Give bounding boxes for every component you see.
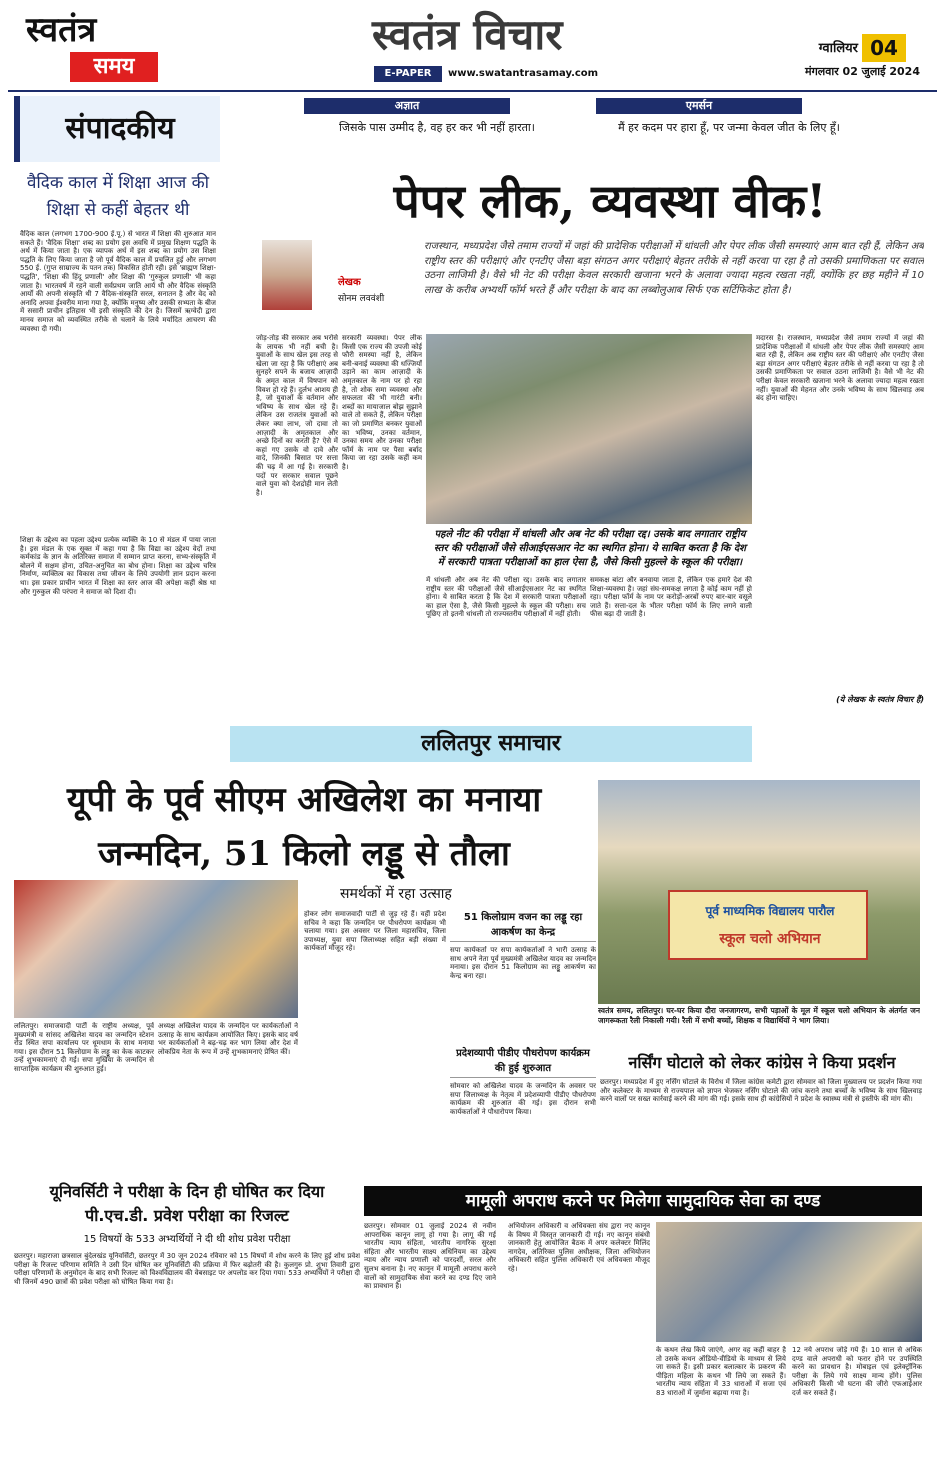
logo[interactable] xyxy=(12,8,162,86)
logo-bottom-text: समय xyxy=(70,52,158,82)
quote-box-1 xyxy=(304,98,566,158)
community-column-2: अभियोजन अधिकारी व अधिवक्ता संघ द्वारा नए कानून के विषय में विस्तृत जानकारी दी गई। नए कानून संबंधी जानकारी हेतु आयोजित बैठक में अपर कलेक्टर मिलिंद नागदेव, अतिरिक्त पुलिस अधीक्षक, जिला अभियोजन अधिकारी सहित पुलिस अधिकारी एवं अधिवक्ता मौजूद रहे। xyxy=(508,1222,650,1273)
community-column-1: छतरपुर। सोमवार 01 जुलाई 2024 से नवीन आपराधिक कानून लागू हो गया है। लागू की गई भारतीय न्याय संहिता, भारतीय नागरिक सुरक्षा संहिता और भारतीय साक्ष्य अधिनियम का उद्देश्य न्याय और न्याय प्रणाली को पारदर्शी, सरल और सुलभ बनाना है। नए कानून में मामूली अपराध करने वालों को सामुदायिक सेवा करने का दण्ड दिए जाने का प्रावधान है। xyxy=(364,1222,496,1291)
main-intro: राजस्थान, मध्यप्रदेश जैसे तमाम राज्यों में जहां की प्रादेशिक परीक्षाओं में धांधली और पेपर लीक जैसी समस्याएं आम बात रही हैं, लेकिन अब राष्ट्रीय स्तर की परीक्षाएं और एनटीए जैसा बड़ा संगठन अगर परीक्षाएं बेहतर तरीके से नहीं करवा पा रहा है तो उसकी प्रमाणिकता पर सवाल उठना लाजिमी है। वैसे भी नेट की परीक्षा केवल सरकारी खजाना भरने के अलावा ज्यादा महत्व रखता नहीं, क्योंकि हर छह महीने में 10 लाख के करीब अभ्यर्थी फॉर्म भरते हैं और परीक्षा के बाद का लब्बोलुआब सिर्फ एक सर्टिफिकेट होता है। xyxy=(424,241,924,296)
editorial-body-2: शिक्षा के उद्देश्य का पहला उद्देश्य प्रत्येक व्यक्ति के 10 से मंडल में पाया जाता है। इस मंडल के एक सूक्त में कहा गया है कि विद्या का उद्देश्य वेदों तथा कर्मकांड के ज्ञान के अतिरिक्त समाज में सम्मान प्राप्त करना, सभ्य-संस्कृति में बोलने में सक्षम होना, उचित-अनुचित का बोध होना। शिक्षा का उद्देश्य चरित्र निर्माण, व्यक्तित्व का विकास तथा जीवन के लिये उपयोगी ज्ञान प्रदान करना था। इस प्रकार प्राचीन भारत में शिक्षा का स्तर आज की अपेक्षा कहीं श्रेष्ठ था और गुरुकुल की परंपरा ने समाज को दिशा दी। xyxy=(20,536,216,596)
akhilesh-column-3: होकर लोग समाजवादी पार्टी से जुड़ रहे हैं। वहीं प्रदेश सचिव ने कहा कि जन्मदिन पर पौधरोपण कार्यक्रम भी चलाया गया। इस अवसर पर जिला महासचिव, जिला उपाध्यक्ष, युवा सपा जिलाध्यक्ष सहित बड़ी संख्या में कार्यकर्ता मौजूद रहे। xyxy=(304,910,446,953)
main-article-column-3: में धांधली और अब नेट की परीक्षा रद्द। उसके बाद लगातार राष्ट्रीय स्तर की परीक्षाओं जैसे सीआईएसआर नेट का स्थगित होना। ये साबित करता है कि देश में सरकारी पात्रता परीक्षाओं का हाल ऐसा है, जैसे किसी मुहल्ले के स्कूल की परीक्षा। सच पूछिए तो इतनी धांधली तो राज्यस्तरीय परीक्षाओं में नहीं होती। xyxy=(426,576,586,619)
main-article-column-2: सरकारी व्यवस्था। पेपर लीक किसी एक राज्य की उपजी कोई फौरी समस्या नहीं है, लेकिन बनी-बनाई व्यवस्था की धज्जियाँ उड़ाने का काम आज़ादी के अमृतकाल के नाम पर हो रहा है, तो शोक समा व्यवस्था और सफलता की भी गारंटी बनी। शब्दों का मायाजाल बोझ सुझाने वाले तो सकते हैं, लेकिन परीक्षा का जो प्रमाणित बनकर युवाओं का भविष्य, उनका वर्तमान, उनका समय और उनका परीक्षा फॉर्म के नाम पर पैसा बर्बाद किया जा रहा उसके कहीं कम है। xyxy=(342,334,422,471)
author-label: लेखक xyxy=(338,277,361,288)
logo-top-text: स्वतंत्र xyxy=(26,10,97,50)
editorial-section-title: संपादकीय xyxy=(14,96,220,162)
school-banner xyxy=(668,890,868,960)
school-caption: स्वतंत्र समय, ललितपुर। घर-घर किया दौरा जनजागरण, सभी पड़ाओं के मूल में स्कूल चलो अभियान के अंतर्गत जन जागरूकता रैली निकाली गयी। रैली में सभी बच्चों, शिक्षक व विद्यार्थियों ने भाग लिया। xyxy=(598,1006,920,1025)
university-body: छतरपुर। महाराजा छत्रसाल बुंदेलखंड यूनिवर्सिटी, छतरपुर में 30 जून 2024 रविवार को 15 विषयों में शोध करने के लिए हुई शोध प्रवेश परीक्षा के रिजल्ट परिणाम समिति ने उसी दिन घोषित कर यूनिवर्सिटी की प्रक्रिया में फिर बढ़ोतरी की है। कुलगुरु प्रो. शुभा तिवारी द्वारा परीक्षा परिणामों के अनुमोदन के बाद सभी रिजल्ट को विश्वविद्यालय की वेबसाइट पर अपलोड कर दिया गया। 533 अभ्यर्थियों ने परीक्षा दी थी जिनमें 490 छात्रों की प्रवेश परीक्षा को घोषित किया गया है। xyxy=(14,1252,360,1286)
section-bar xyxy=(230,726,752,762)
community-headline: मामूली अपराध करने पर मिलेगा सामुदायिक सेवा का दण्ड xyxy=(465,1191,821,1211)
quote-text: जिसके पास उम्मीद है, वह हर कर भी नहीं हारता। xyxy=(339,121,535,134)
main-article-column-4: समकक्ष बांटा और बनवाया जाता है, लेकिन एक हमारे देश की शिक्षा-व्यवस्था है। जहां संघ-समकक्ष लगता है कोई काम नहीं हो रहा। परीक्षा फॉर्म के नाम पर करोड़ों-अरबों रुपए बार-बार वसूले जाते हैं। सत्ता-दल के भीतर परीक्षा फॉर्म के लिए लगने वाली फीस बढ़ा दी जाती है। xyxy=(590,576,752,619)
quote-text: मैं हर कदम पर हारा हूँ, पर जन्मा केवल जीत के लिए हूँ। xyxy=(618,121,840,134)
editorial-column xyxy=(14,96,220,712)
masthead-divider xyxy=(8,90,937,92)
university-headline-1: यूनिवर्सिटी ने परीक्षा के दिन ही घोषित कर दिया xyxy=(49,1182,325,1201)
section-title: ललितपुर समाचार xyxy=(421,731,561,756)
author-disclaimer: (ये लेखक के स्वतंत्र विचार हैं) xyxy=(836,695,924,704)
community-headline-bar xyxy=(364,1186,922,1216)
quote-author: अज्ञात xyxy=(304,98,510,114)
edition-city: ग्वालियर xyxy=(818,41,858,56)
website-link[interactable]: www.swatantrasamay.com xyxy=(448,68,599,79)
author-card xyxy=(258,238,416,314)
university-subhead: 15 विषयों के 533 अभ्यर्थियों ने दी थी शोध प्रवेश परीक्षा xyxy=(83,1234,291,1245)
highlight-box-laddu: 51 किलोग्राम वजन का लड्डू रहा आकर्षण का केन्द्र xyxy=(450,910,596,942)
school-rally-photo xyxy=(598,780,920,1004)
akhilesh-column-1: ललितपुर। समाजवादी पार्टी के राष्ट्रीय अध्यक्ष, पूर्व मुख्यमंत्री व सांसद अखिलेश यादव का जन्मदिन स्टेशन रोड स्थित सपा कार्यालय पर धूमधाम के साथ मनाया गया। इस दौरान 51 किलोग्राम के लड्डू का केक काटकर उन्हें शुभकामनाएं दी गईं। सपा मुखिया के जन्मदिन से साप्ताहिक कार्यक्रम की शुरुआत हुई। xyxy=(14,1022,154,1073)
issue-date: मंगलवार 02 जुलाई 2024 xyxy=(805,65,920,78)
epaper-label: E-PAPER xyxy=(374,66,442,82)
page-title: स्वतंत्र विचार xyxy=(372,10,563,59)
school-banner-subtext: स्कूल चलो अभियान xyxy=(719,931,821,947)
quote-author: एमर्सन xyxy=(596,98,802,114)
akhilesh-column-4: सपा कार्यकर्ता पर सपा कार्यकर्ताओं ने भारी उत्साह के साथ अपने नेता पूर्व मुख्यमंत्री अखिलेश यादव का जन्मदिन मनाया। इस दौरान 51 किलोग्राम का लड्डू आकर्षण का केन्द्र बना रहा। xyxy=(450,946,596,980)
author-photo xyxy=(262,240,312,310)
university-story xyxy=(14,1180,360,1466)
exam-crowd-photo xyxy=(426,334,752,524)
akhilesh-headline-1: यूपी के पूर्व सीएम अखिलेश का मनाया xyxy=(66,780,542,820)
main-article-column-1: जोड़-तोड़ की सरकार अब भरोसे के लायक भी नहीं बची है। युवाओं के साथ खेल इस तरह से खेला जा रहा है कि परीक्षाएं अब सुनहरे सपने के बजाय आज़ादी के अमृत काल में विषपान को विवश हो रहे हैं। दुर्लभ आशय ही है, जो युवाओं के वर्तमान और भविष्य के साथ खेल रहे हैं। लेकिन उस राजतंत्र युवाओं को लेकर क्या लाभ, जो दावा तो आज़ादी के अमृतकाल और अच्छे दिनों का करती है? ऐसे में कहां गए उसके वो दावे और वादे, जिनकी बिसात पर सत्ता की चढ़ में आ गई है। सरकारी पदों पर सरकार सवाल पूछने वाले युवा को देशद्रोही मान लेती है। xyxy=(256,334,338,497)
community-meeting-photo xyxy=(656,1222,922,1342)
editorial-headline: वैदिक काल में शिक्षा आज की शिक्षा से कहीं बेहतर थी xyxy=(26,173,210,220)
akhilesh-column-4b: सोमवार को अखिलेश यादव के जन्मदिन के अवसर पर सपा जिलाध्यक्ष के नेतृत्व में प्रदेशव्यापी पीडीए पौधरोपण कार्यक्रम की शुरुआत की गई। इस दौरान सभी कार्यकर्ताओं ने पौधारोपण किया। xyxy=(450,1082,596,1116)
akhilesh-column-2: अध्यक्ष अखिलेश यादव के जन्मदिन पर कार्यकर्ताओं ने उत्साह के साथ कार्यक्रम आयोजित किए। इसके बाद वर्ष भर कार्यकर्ताओं ने बढ़-चढ़ कर भाग लिया और देश में लोकप्रिय नेता के रूप में उन्हें शुभकामनाएं प्रेषित कीं। xyxy=(158,1022,298,1056)
school-banner-text: पूर्व माध्यमिक विद्यालय पारौल xyxy=(705,904,835,918)
nursing-headline: नर्सिंग घोटाले को लेकर कांग्रेस ने किया प्रदर्शन xyxy=(628,1053,896,1072)
nursing-body: छतरपुर। मध्यप्रदेश में हुए नर्सिंग घोटाले के विरोध में जिला कांग्रेस कमेटी द्वारा सोमवार को जिला मुख्यालय पर प्रदर्शन किया गया और कलेक्टर के माध्यम से राज्यपाल को ज्ञापन भेजकर नर्सिंग घोटाले की जांच कराने तथा बच्चों के भविष्य के साथ खिलवाड़ करने वालों पर सख्त कार्रवाई करने की मांग की गई। इसके साथ ही कांग्रेसियों ने प्रदेश के स्वास्थ्य मंत्री से इस्तीफे की मांग की। xyxy=(600,1078,922,1104)
university-headline-2: पी.एच.डी. प्रवेश परीक्षा का रिजल्ट xyxy=(85,1206,289,1225)
akhilesh-subhead: समर्थकों में रहा उत्साह xyxy=(340,886,452,902)
photo-caption: पहले नीट की परीक्षा में धांधली और अब नेट की परीक्षा रद्द। उसके बाद लगातार राष्ट्रीय स्तर की परीक्षाओं जैसे सीआईएसआर नेट का स्थगित होना। ये साबित करता है कि देश में सरकारी पात्रता परीक्षाओं का हाल ऐसा है, जैसे किसी मुहल्ले के स्कूल की परीक्षा। xyxy=(434,529,746,568)
masthead xyxy=(0,0,945,92)
birthday-celebration-photo xyxy=(14,880,298,1018)
editorial-body: वैदिक काल (लगभग 1700-900 ई.पू.) से भारत में शिक्षा की शुरुआत मान सकते हैं। 'वैदिक शिक्षा' शब्द का प्रयोग इस अवधि में प्रमुख शिक्षण पद्धति के अर्थ में किया जाता है। एक व्यापक अर्थ में इस शब्द का प्रयोग उस शिक्षा पद्धति के लिए किया जाता है जो पूर्व वैदिक काल में प्रचलित हुई और लगभग 550 ई. (गुप्त साम्राज्य के पतन तक) विकसित होती रही। इसे 'ब्राह्मण शिक्षा-पद्धति', 'शिक्षा की हिंदू प्रणाली' और शिक्षा की 'गुरुकुल प्रणाली' भी कहा जाता है। भारतवर्ष में रहने वाली सर्वप्रथम जाति आर्य थी और वैदिक संस्कृति आर्यों की अपनी संस्कृति थी 7 वैदिक-संस्कृति सरल, सनातन है और वेद को अनादि अपवा ईश्वरीय माना गया है, क्योंकि मनुष्य और उसकी सभ्यता के बीज में ससारी प्राचीन इतिहास भी इसी संस्कृति की देन है। जिसमें ऋग्वेदी द्वारा मानव समाज को व्यवस्थित तरीके से चलाने के लिये मर्यादित आचरण की व्यवस्था दी गयी। xyxy=(20,230,216,333)
page-number: 04 xyxy=(862,34,906,62)
author-name: सोनम लववंशी xyxy=(338,294,385,304)
akhilesh-headline-2: जन्मदिन, 51 किलो लड्डू से तौला xyxy=(98,834,510,874)
main-article-column-5: मदारस है। राजस्थान, मध्यप्रदेश जैसे तमाम राज्यों में जहां की प्रादेशिक परीक्षाओं में धांधली और पेपर लीक जैसी समस्याएं आम बात रही हैं, लेकिन अब राष्ट्रीय स्तर की परीक्षाएं और एनटीए जैसा बड़ा संगठन अगर परीक्षाएं बेहतर तरीके से नहीं करवा पा रहा है तो उसकी प्रमाणिकता पर सवाल उठना लाजिमी है। वैसे भी नेट की परीक्षा केवल सरकारी खजाना भरने के अलावा ज्यादा महत्व रखता नहीं। युवाओं की मेहनत और उनके भविष्य के साथ खिलवाड़ अब बंद होना चाहिए। xyxy=(756,334,924,403)
main-headline: पेपर लीक, व्यवस्था वीक! xyxy=(393,174,827,228)
quote-box-2 xyxy=(596,98,858,158)
community-column-3: के कथन लेख किये जाएंगे, अगर वह कहीं बाहर है तो उसके कथन ऑडियो-वीडियो के माध्यम से लिये जा सकते हैं। इसी प्रकार बलात्कार के प्रकरण की पीड़िता महिला के कथन भी लिये जा सकते हैं। भारतीय न्याय संहिता में 33 धाराओं में सजा एवं 83 धाराओं में जुर्माना बढ़ाया गया है। xyxy=(656,1346,786,1397)
highlight-box-plantation: प्रदेशव्यापी पीडीए पौधरोपण कार्यक्रम की हुई शुरुआत xyxy=(450,1046,596,1078)
community-column-4: 12 नये अपराध जोड़े गये हैं। 10 साल से अधिक दण्ड वाले अपराधी को फरार होने पर उपस्थिति करने का प्रावधान है। मोबाइल एवं इलेक्ट्रॉनिक परीक्षा के लिये गये साक्ष्य मान्य होंगे। पुलिस अधिकारी किसी भी घटना की जीरो एफआईआर दर्ज कर सकते हैं। xyxy=(792,1346,922,1397)
